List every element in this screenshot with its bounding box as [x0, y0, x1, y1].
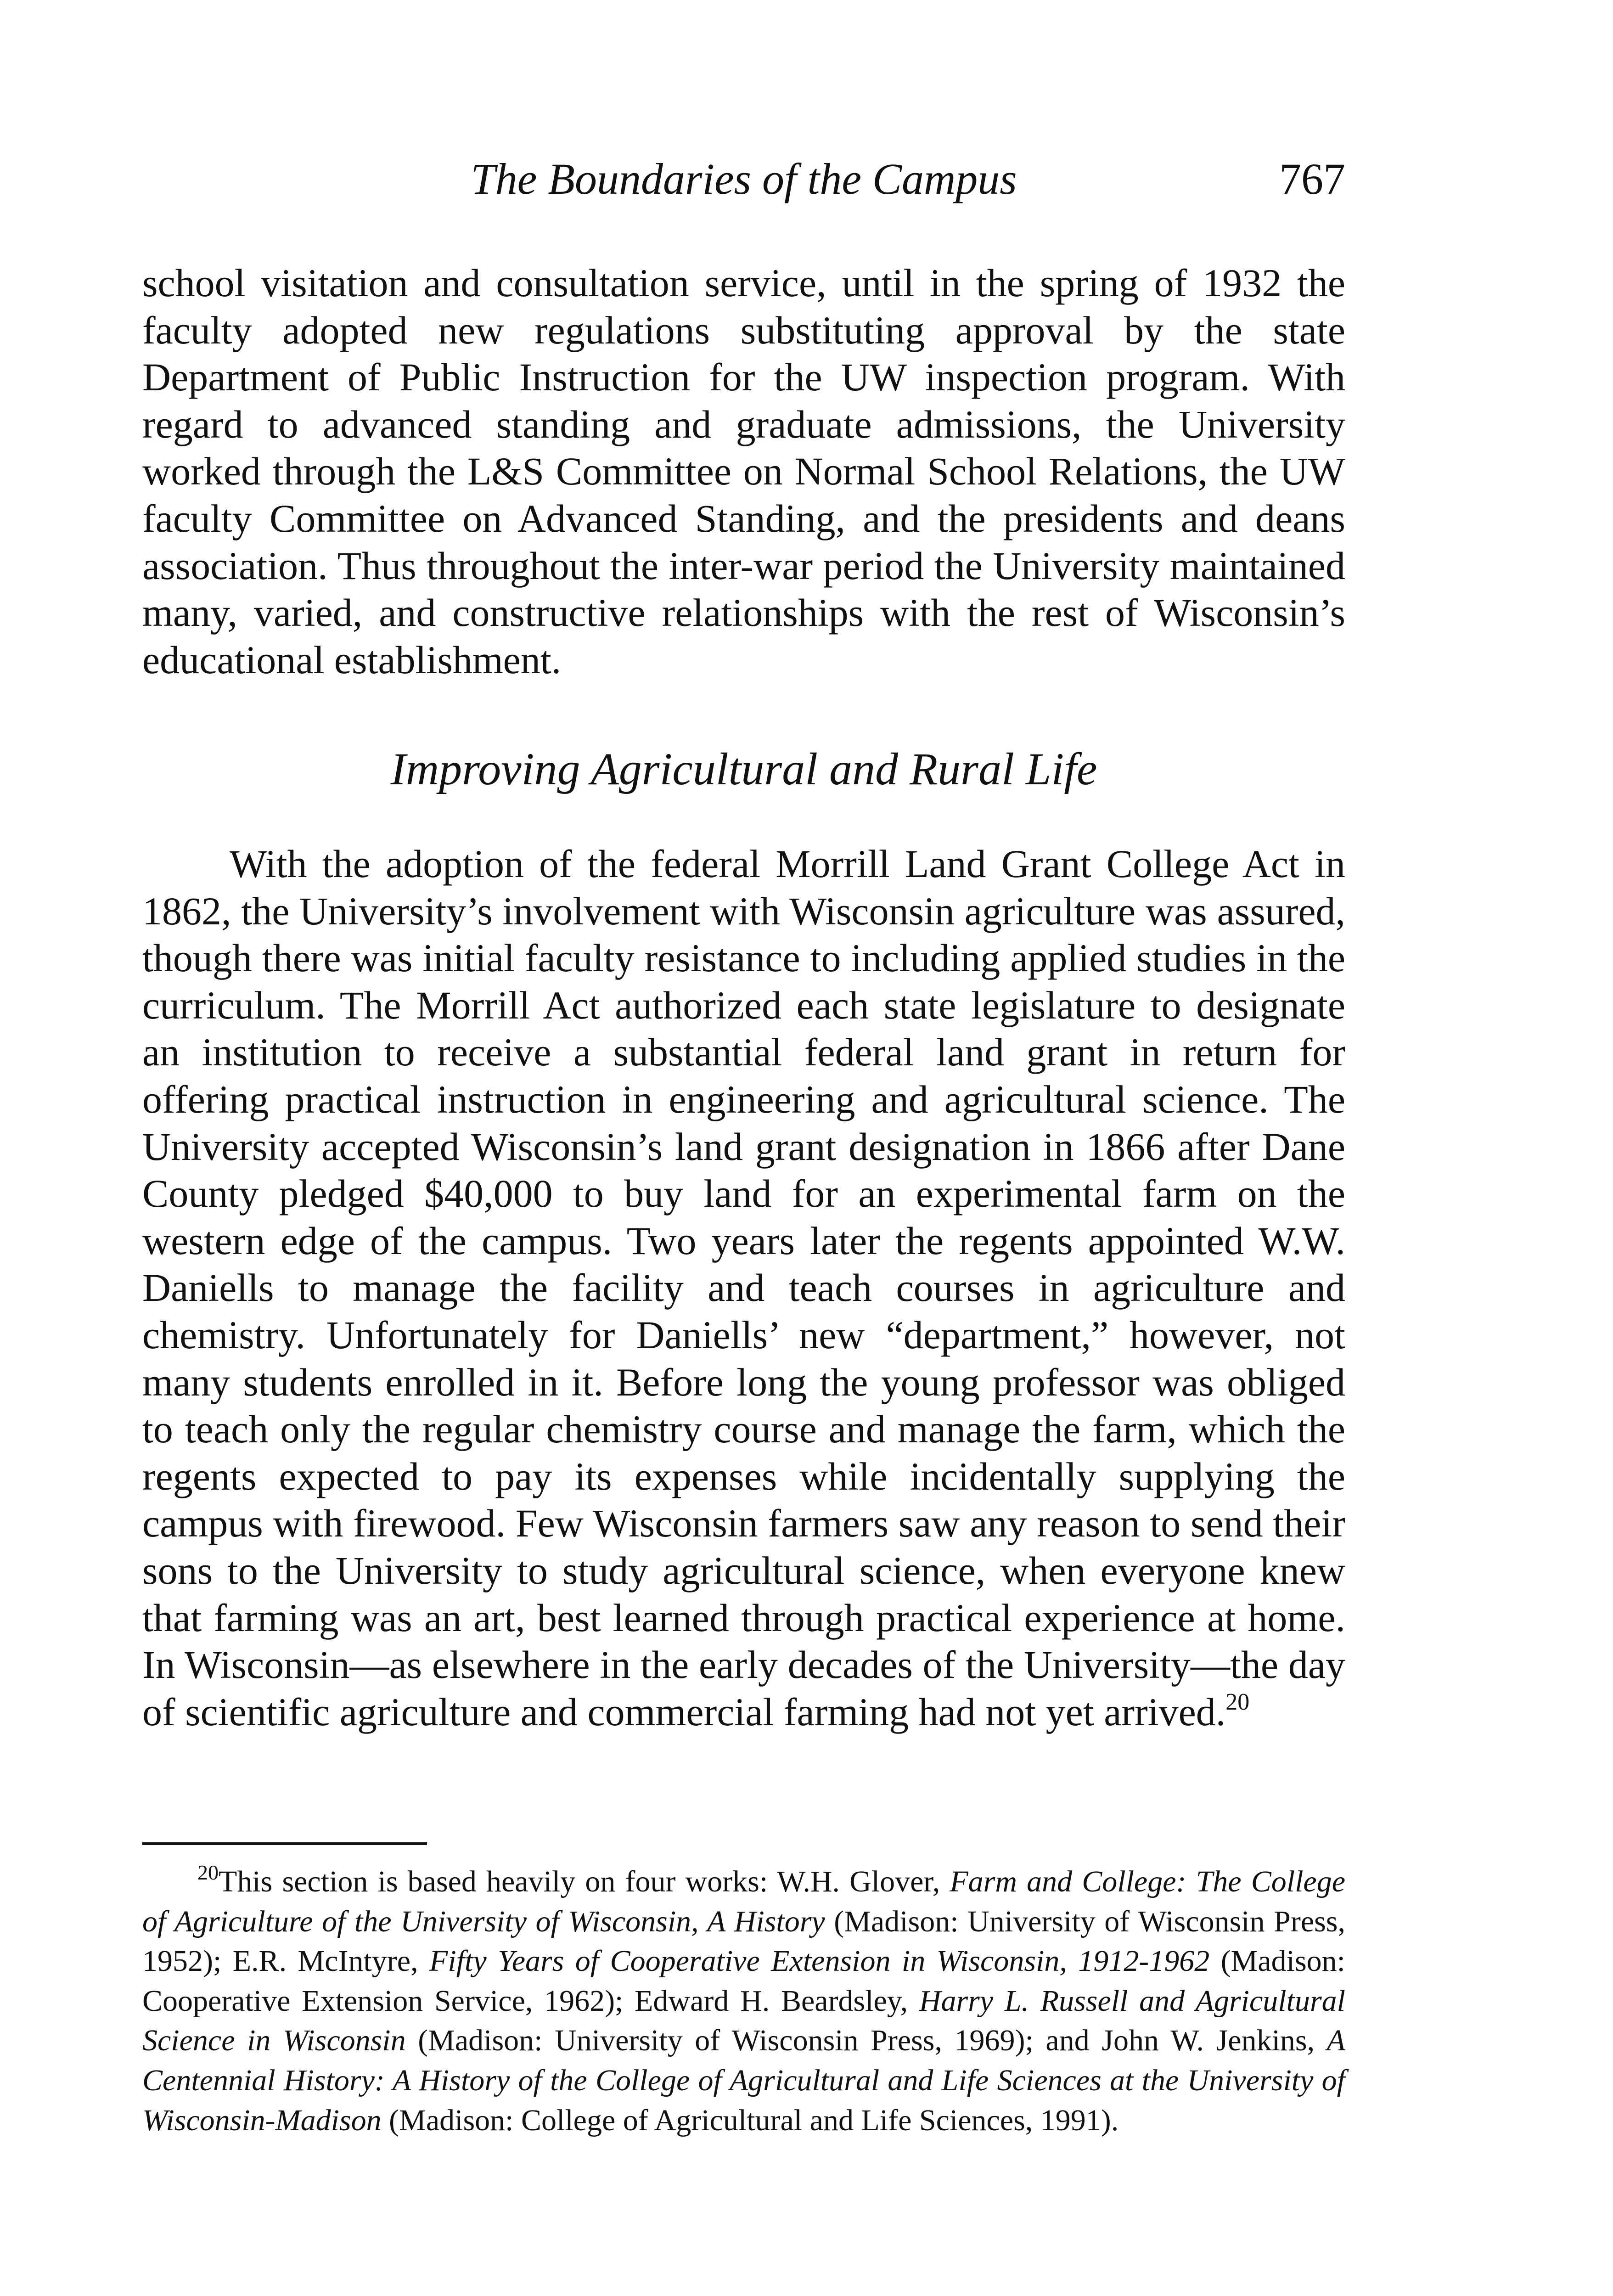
footnote-divider — [142, 1842, 427, 1845]
document-page — [142, 0, 1345, 2296]
paragraph-morrill-act — [142, 840, 1345, 1735]
footnote-text: (Madison: College of Agricultural and Life Sciences, 1991). — [381, 2103, 1119, 2137]
footnote-title-glover: Farm and College: The College of Agriculture of the University of Wisconsin, A History — [142, 1865, 1345, 1938]
footnote-reference: 20 — [1225, 1688, 1250, 1715]
section-heading: Improving Agricultural and Rural Life — [390, 743, 1097, 794]
footnote-text: (Madison: Cooperative Extension Service, 1962); Edward H. Beardsley, — [142, 1944, 1346, 2018]
footnote-title-mcintyre: Fifty Years of Cooperative Extension in Wisconsin, 1912-1962 — [429, 1944, 1210, 1978]
paragraph-inter-war-relationships: school visitation and consultation service, until in the spring of 1932 the faculty adopted new regulations substituting approval by the state Department of Public Instruction for the UW inspection program. With regard to advanced standing and graduate admissions, the University worked through the L&S Committee on Normal School Relations, the UW faculty Committee on Advanced Standing, and the presidents and deans association. Thus throughout the inter-war period the University maintained many, varied, and constructive relationships with the rest of Wisconsin’s educational establishment. — [142, 261, 1345, 682]
running-head-title: The Boundaries of the Campus — [471, 154, 1017, 203]
page-number: 767 — [1279, 154, 1345, 203]
footnote-text: (Madison: University of Wisconsin Press, 1952); E.R. McIntyre, — [142, 1904, 1345, 1978]
footnote-title-jenkins: A Centennial History: A History of the College of Agricultural and Life Sciences at the University of Wisconsin-Madison — [142, 2024, 1345, 2137]
paragraph-morrill-act-text: With the adoption of the federal Morrill Land Grant College Act in 1862, the University’s involvement with Wisconsin agriculture was assured, though there was initial faculty resistance to including applied studies in the curriculum. The Morrill Act authorized each state legislature to designate an institution to receive a substantial federal land grant in return for offering practical instruction in engineering and agricultural science. The University accepted Wisconsin’s land grant designation in 1866 after Dane County pledged $40,000 to buy land for an experimental farm on the western edge of the campus. Two years later the regents appointed W.W. Daniells to manage the facility and teach courses in agriculture and chemistry. Unfortunately for Daniells’ new “department,” however, not many students enrolled in it. Before long the young professor was obliged to teach only the regular chemistry course and manage the farm, which the regents expected to pay its expenses while incidentally supplying the campus with firewood. Few Wisconsin farmers saw any reason to send their sons to the University to study agricultural science, when everyone knew that farming was an art, best learned through practical experience at home. In Wisconsin—as elsewhere in the early decades of the University—the day of scientific agriculture and commercial farming had not yet arrived. — [142, 842, 1345, 1734]
footnote-20 — [142, 1862, 1345, 2140]
running-head — [142, 152, 1345, 207]
footnote-text: This section is based heavily on four works: W.H. Glover, — [219, 1865, 950, 1898]
footnote-number: 20 — [197, 1861, 219, 1884]
footnote-title-beardsley: Harry L. Russell and Agricultural Science in Wisconsin — [142, 1984, 1345, 2058]
footnote-text: (Madison: University of Wisconsin Press, 1969); and John W. Jenkins, — [405, 2024, 1327, 2058]
